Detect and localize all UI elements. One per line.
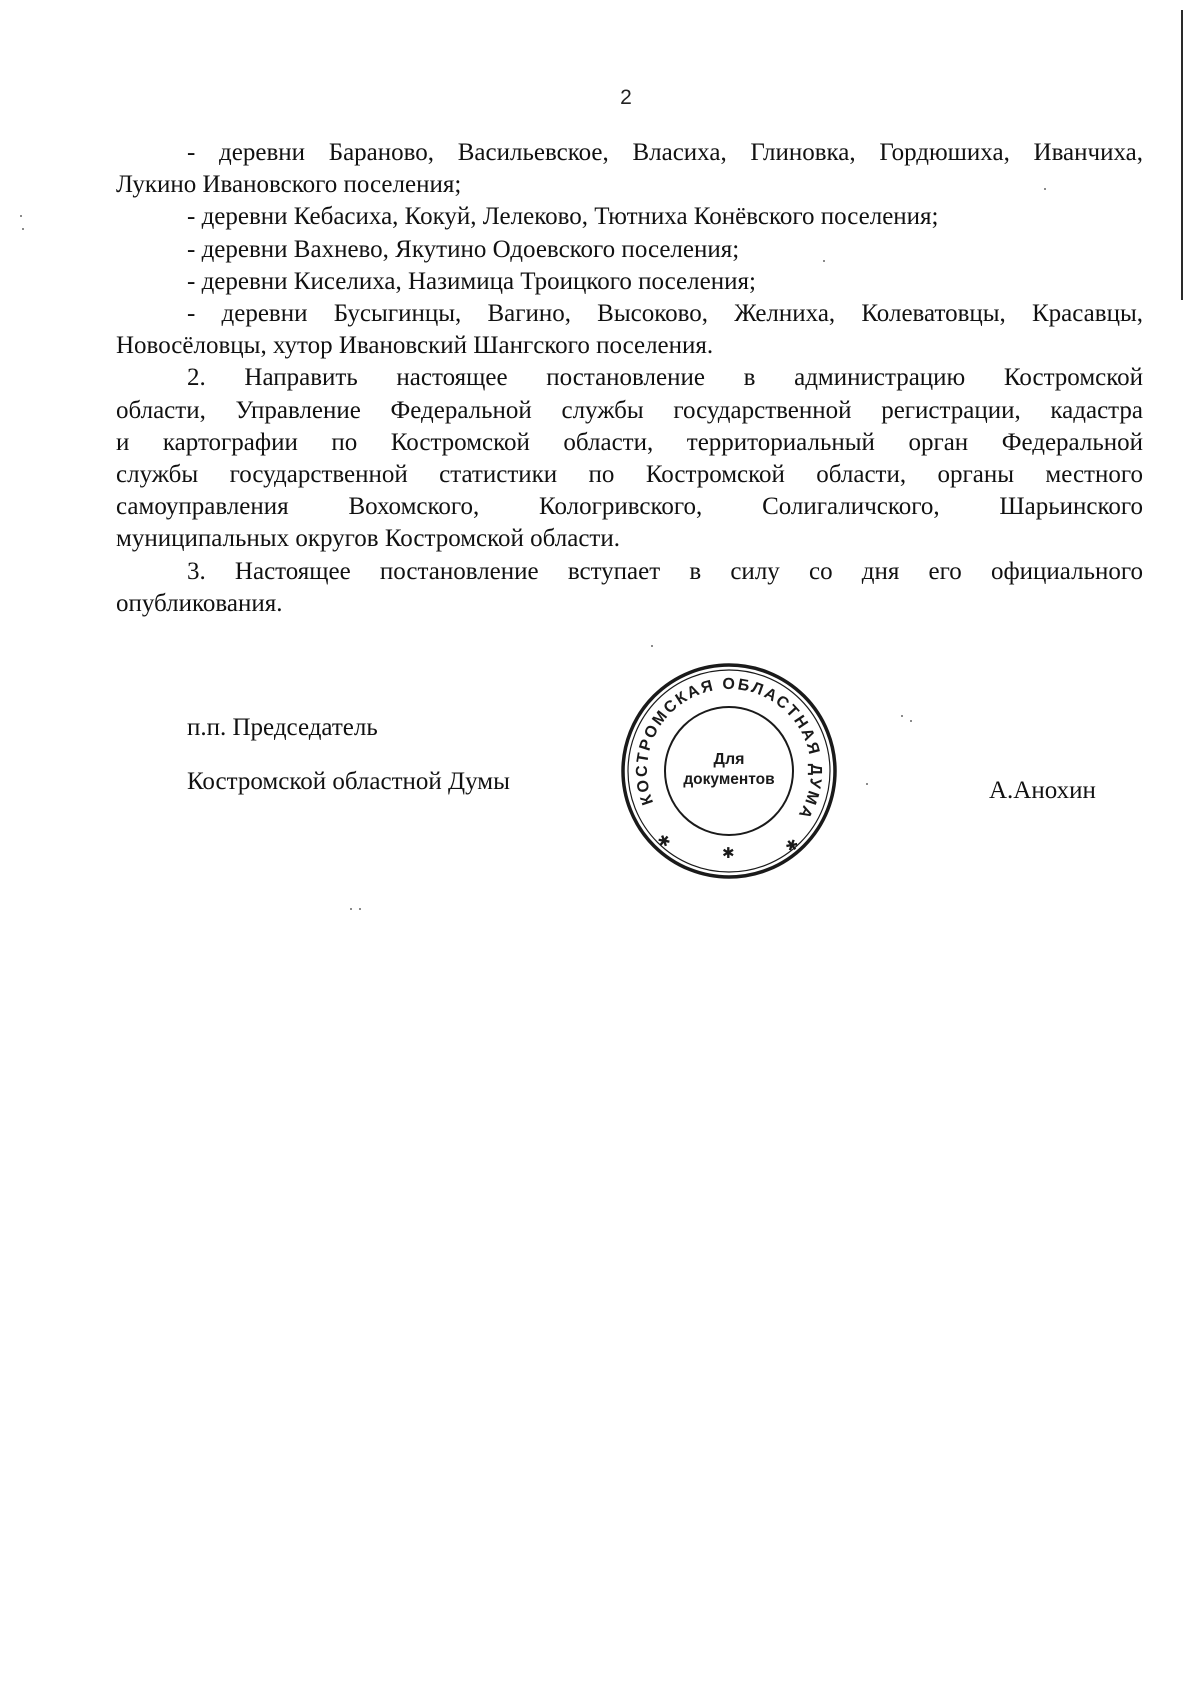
svg-text:✱: ✱: [722, 844, 735, 862]
paragraph-first-line: - деревни Кебасиха, Кокуй, Лелеково, Тютниха Конёвского поселения;: [187, 203, 939, 231]
scan-speck: [866, 783, 868, 785]
paragraph-line: Лукино Ивановского поселения;: [116, 171, 462, 199]
paragraph-line: службы государственной статистики по Костромской области, органы местного: [116, 461, 1143, 489]
scan-speck: [910, 720, 912, 722]
paragraph-first-line: - деревни Вахнево, Якутино Одоевского поселения;: [187, 235, 740, 263]
stamp-center-line-1: Для: [713, 751, 745, 768]
paragraph-line: самоуправления Вохомского, Кологривского, Солигаличского, Шарьинского: [116, 493, 1143, 521]
stamp-ring-text: КОСТРОМСКАЯ ОБЛАСТНАЯ ДУМА: [633, 675, 825, 823]
paragraph-first-line: 3. Настоящее постановление вступает в силу со дня его официального: [187, 557, 1143, 585]
scan-speck: [22, 228, 24, 230]
resolution-body-text: [116, 137, 1143, 620]
stamp-center-line-2: документов: [683, 771, 775, 788]
scan-speck: [1044, 188, 1046, 190]
page-number: 2: [620, 86, 632, 109]
paragraph-first-line: - деревни Бусыгинцы, Вагино, Высоково, Желниха, Колеватовцы, Красавцы,: [187, 300, 1143, 328]
paragraph-line: опубликования.: [116, 589, 283, 617]
signatory-title-line-1: п.п. Председатель: [187, 714, 378, 741]
scan-edge-line: [1181, 10, 1183, 300]
svg-text:✱: ✱: [782, 834, 801, 857]
scan-speck: [651, 645, 653, 647]
scan-speck: [350, 908, 352, 910]
paragraph-first-line: 2. Направить настоящее постановление в администрацию Костромской: [187, 364, 1143, 392]
official-stamp: [618, 660, 840, 882]
paragraph-first-line: - деревни Бараново, Васильевское, Власиха, Глиновка, Гордюшиха, Иванчиха,: [187, 139, 1143, 166]
scan-speck: [823, 260, 825, 262]
signatory-name: А.Анохин: [989, 777, 1096, 804]
paragraph-first-line: - деревни Киселиха, Назимица Троицкого поселения;: [187, 267, 756, 295]
paragraph-line: и картографии по Костромской области, территориальный орган Федеральной: [116, 428, 1143, 456]
signatory-title-line-2: Костромской областной Думы: [187, 768, 510, 795]
svg-text:✱: ✱: [655, 830, 674, 852]
scan-speck: [359, 908, 361, 910]
paragraph-line: области, Управление Федеральной службы государственной регистрации, кадастра: [116, 396, 1143, 424]
scan-speck: [20, 215, 22, 217]
paragraph-line: муниципальных округов Костромской области.: [116, 525, 620, 553]
scan-speck: [901, 715, 903, 717]
paragraph-line: Новосёловцы, хутор Ивановский Шангского поселения.: [116, 332, 714, 360]
